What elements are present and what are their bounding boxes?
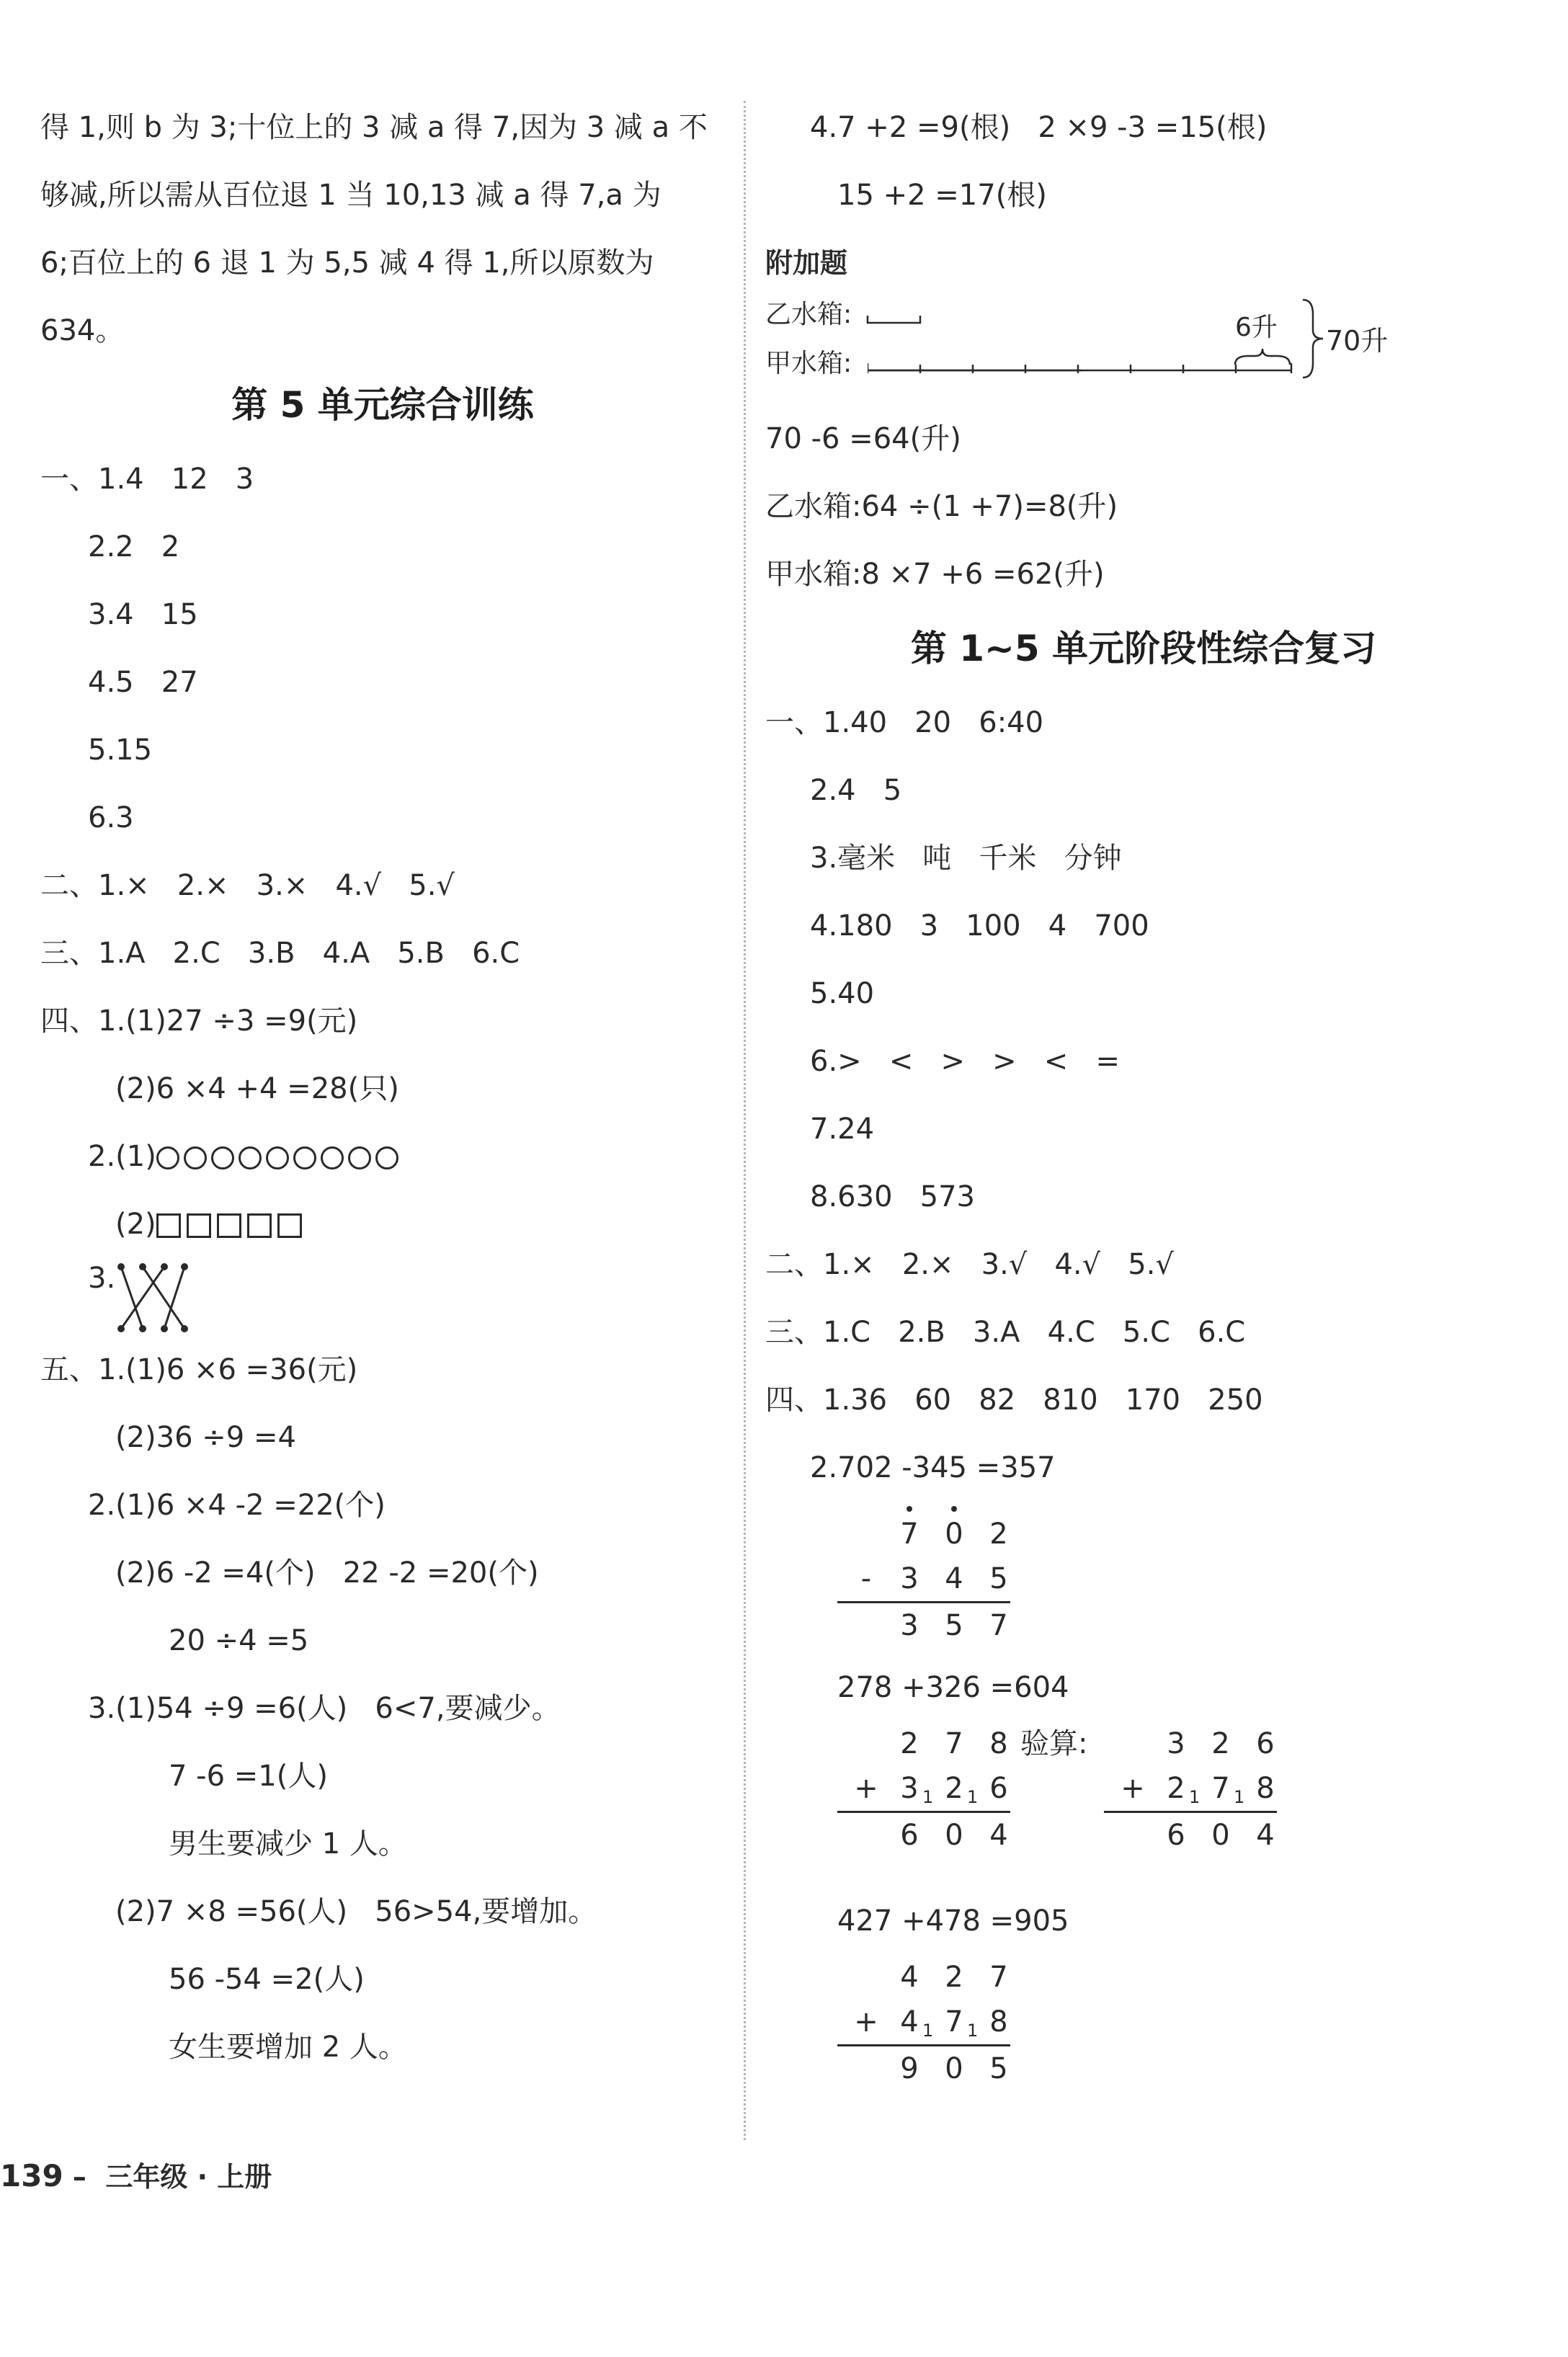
circle-shape [375,1146,398,1169]
calc4-result-row [837,2046,1054,2091]
digit: 0 [945,1518,963,1551]
water-tank-diagram [765,297,1522,405]
part5-line: 20 ÷4 =5 [169,1624,309,1657]
digit: 7 [1211,1772,1230,1805]
matching-lines-figure [112,1258,213,1336]
digit: 2 [945,1772,963,1805]
part4-q1b: (2)6 ×4 +4 =28(只) [115,1072,399,1105]
review-part1-line: 6.> < > > < = [810,1045,1120,1078]
circle-shape [266,1146,289,1169]
digit: 2 [900,1727,919,1760]
digit: 6 [1167,1819,1185,1852]
digit: 4 [900,1961,919,1994]
calc3-top-row [1104,1721,1320,1766]
yi-label: 乙水箱: [765,300,852,329]
fujia-line: 乙水箱:64 ÷(1 +7)=8(升) [765,490,1118,523]
digit: 5 [989,1562,1008,1595]
review-title: 第 1~5 单元阶段性综合复习 [910,628,1377,669]
digit: 0 [1211,1819,1230,1852]
digit: 3 [900,1609,919,1642]
square-shape [247,1213,272,1238]
right-column [765,94,1522,2095]
part1-line: 4.5 27 [88,666,198,699]
unit5-title: 第 5 单元综合训练 [231,384,534,426]
digit: 4 [989,1819,1008,1852]
total-brace [1298,297,1327,383]
part1-line: 6.3 [88,801,134,834]
digit: 7 [945,2005,963,2039]
digit: 2 [989,1518,1008,1551]
operator: + [854,1772,878,1805]
grade-label: 三年级 · 上册 [105,2161,272,2193]
jia-label: 甲水箱: [765,349,852,378]
review-part1-line: 一、1.40 20 6:40 [765,706,1044,739]
vertical-calc-4 [837,1955,1054,2091]
eq3-line: 427 +478 =905 [837,1904,1069,1938]
digit: 2 [1211,1727,1230,1760]
review-part1-line: 3.毫米 吨 千米 分钟 [810,842,1122,875]
calc2-result-row [837,1813,1054,1858]
extra-brace [1234,346,1291,367]
digit: 4 [1256,1819,1275,1852]
carry-mark: 1 [922,1787,934,1807]
square-shape [277,1213,302,1238]
part5-line: 7 -6 =1(人) [169,1760,328,1793]
digit: 5 [989,2052,1008,2085]
circle-row [156,1140,403,1173]
carry-mark: 1 [1234,1787,1245,1807]
part5-line: 五、1.(1)6 ×6 =36(元) [40,1353,358,1386]
q2a-label: 2.(1) [88,1140,156,1173]
extra-6L-label: 6升 [1235,313,1278,342]
digit: 4 [900,2005,919,2039]
left-column [40,94,725,2081]
calc2-mid-row [837,1766,1054,1811]
review-part1-line: 8.630 573 [810,1180,976,1213]
digit: 2 [945,1961,963,1994]
digit: 3 [900,1562,919,1595]
part4-q2a [40,1123,725,1190]
digit: 6 [900,1819,919,1852]
calc4-mid-row [837,2000,1054,2044]
circle-shape [211,1146,234,1169]
part5-line: (2)36 ÷9 =4 [115,1421,296,1454]
page-footer [0,2155,272,2194]
part4-q2b [40,1190,725,1258]
square-shape [217,1213,241,1238]
digit: 7 [989,1609,1008,1642]
footer-dash: – [63,2161,106,2193]
carry-mark: 1 [967,2020,979,2041]
page-number: 139 [0,2158,63,2193]
review-part4-q1: 四、1.36 60 82 810 170 250 [765,1384,1263,1417]
digit: 3 [900,1772,919,1805]
square-shape [156,1213,181,1238]
part1-line: 5.15 [88,734,153,767]
part4-q3 [40,1258,725,1336]
carry-mark: 1 [1189,1787,1200,1807]
operator: + [854,2005,878,2039]
digit: 7 [989,1961,1008,1994]
operator: + [1121,1772,1145,1805]
operator: - [860,1562,872,1595]
review-part1-line: 4.180 3 100 4 700 [810,909,1149,943]
intro-line: 得 1,则 b 为 3;十位上的 3 减 a 得 7,因为 3 减 a 不 [40,111,708,144]
calc1-result-row [837,1603,1054,1648]
borrow-dot [906,1506,912,1512]
circle-shape [239,1146,262,1169]
part1-line: 3.4 15 [88,598,198,631]
part3-line: 三、1.A 2.C 3.B 4.A 5.B 6.C [40,937,520,970]
calc3-mid-row [1104,1766,1320,1811]
digit: 8 [989,2005,1008,2039]
circle-shape [321,1146,344,1169]
part5-line: 女生要增加 2 人。 [169,2031,407,2064]
digit: 0 [945,1819,963,1852]
review-part4-q2: 2.702 -345 =357 [810,1451,1056,1484]
digit: 7 [900,1518,919,1551]
eq2-line: 278 +326 =604 [837,1671,1069,1704]
square-shape [187,1213,211,1238]
intro-line: 够减,所以需从百位退 1 当 10,13 减 a 得 7,a 为 [40,179,662,212]
calc1-mid-row [837,1556,1054,1601]
part5-line: (2)6 -2 =4(个) 22 -2 =20(个) [115,1556,539,1590]
calc1-top-row [837,1512,1054,1556]
square-row [156,1208,308,1241]
part5-line: 2.(1)6 ×4 -2 =22(个) [88,1489,386,1522]
fujia-title: 附加题 [765,247,848,279]
calc3-result-row [1104,1813,1320,1858]
diagram-bars [866,297,1082,405]
top-line: 15 +2 =17(根) [837,179,1047,212]
column-divider [744,101,746,2140]
review-part1-line: 5.40 [810,977,875,1010]
total-70L-label: 70升 [1326,325,1389,357]
digit: 6 [989,1772,1008,1805]
digit: 2 [1167,1772,1185,1805]
borrow-dot [951,1506,957,1512]
digit: 9 [900,2052,919,2085]
circle-shape [184,1146,207,1169]
part1-line: 一、1.4 12 3 [40,463,254,496]
part5-line: 56 -54 =2(人) [169,1963,365,1996]
digit: 5 [945,1609,963,1642]
carry-mark: 1 [922,2020,934,2041]
calc4-top-row [837,1955,1054,2000]
digit: 0 [945,2052,963,2085]
q3-label: 3. [88,1262,116,1295]
part2-line: 二、1.× 2.× 3.× 4.√ 5.√ [40,869,455,902]
part1-line: 2.2 2 [88,530,180,563]
circle-shape [293,1146,316,1169]
part4-q1a: 四、1.(1)27 ÷3 =9(元) [40,1004,358,1038]
review-part1-line: 2.4 5 [810,774,902,807]
circle-shape [348,1146,371,1169]
intro-line: 634。 [40,314,125,347]
digit: 7 [945,1727,963,1760]
part5-line: 男生要减少 1 人。 [169,1827,407,1861]
calc-pair [765,1721,1522,1887]
digit: 8 [989,1727,1008,1760]
review-part1-line: 7.24 [810,1113,875,1146]
digit: 8 [1256,1772,1275,1805]
review-part2-line: 二、1.× 2.× 3.√ 4.√ 5.√ [765,1248,1174,1281]
part5-line: 3.(1)54 ÷9 =6(人) 6<7,要减少。 [88,1692,561,1725]
carry-mark: 1 [967,1787,979,1807]
fujia-line: 甲水箱:8 ×7 +6 =62(升) [765,558,1105,591]
fujia-line: 70 -6 =64(升) [765,422,961,455]
q2b-label: (2) [115,1208,156,1241]
vertical-calc-3 [1104,1721,1320,1858]
check-label: 验算: [1020,1727,1088,1760]
digit: 4 [945,1562,963,1595]
digit: 3 [1167,1727,1185,1760]
circle-shape [156,1146,179,1169]
vertical-calc-1 [837,1512,1054,1648]
digit: 6 [1256,1727,1275,1760]
part5-line: (2)7 ×8 =56(人) 56>54,要增加。 [115,1895,597,1928]
review-part3-line: 三、1.C 2.B 3.A 4.C 5.C 6.C [765,1316,1246,1349]
top-line: 4.7 +2 =9(根) 2 ×9 -3 =15(根) [810,111,1268,144]
intro-line: 6;百位上的 6 退 1 为 5,5 减 4 得 1,所以原数为 [40,246,654,280]
